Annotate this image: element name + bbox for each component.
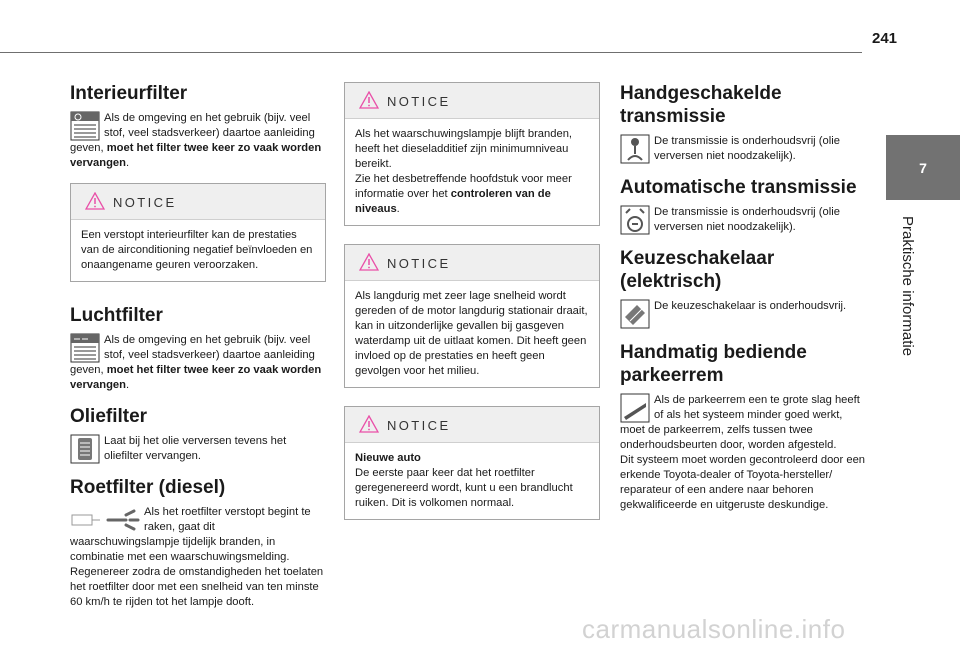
section-title: Automatische transmissie [620, 177, 857, 198]
warning-icon [359, 415, 379, 433]
section-text [620, 134, 870, 164]
section-interieurfilter [70, 82, 326, 171]
notice-line [355, 172, 591, 217]
section-title: Luchtfilter [70, 305, 163, 326]
notice-label: NOTICE [387, 94, 451, 109]
notice-line: Als het waarschuwingslampje blijft branden, heeft het dieseladditief zijn minimumniveau bereikt. [355, 128, 573, 170]
section-title: Handgeschakelde transmissie [620, 83, 782, 127]
oil-filter-icon [70, 434, 100, 464]
section-title: Keuzeschakelaar (elektrisch) [620, 248, 775, 292]
text-bold: controleren van de niveaus [355, 188, 551, 215]
text-part: Als het roetfilter verstopt begint te raken, gaat dit waarschuwingslampje tijdelijk branden, in combinatie met een waarschuwingsmelding. Regenereer zodra de omstandigheden het toelaten het roetfilter door met een snelheid van ten minste 60 km/h te rijden tot het lampje dooft. [70, 506, 324, 608]
section-automatische [620, 176, 870, 235]
text-part: De transmissie is onderhoudsvrij (olie verversen niet noodzakelijk). [654, 135, 840, 162]
cabin-filter-icon [70, 111, 100, 141]
text-part: De transmissie is onderhoudsvrij (olie verversen niet noodzakelijk). [654, 206, 840, 233]
section-text [70, 111, 326, 171]
gear-selector-icon [620, 299, 650, 329]
column-middle [344, 82, 600, 532]
notice-header [345, 407, 599, 443]
text-part: Als de omgeving en het gebruik (bijv. veel stof, veel stadsverkeer) daartoe aanleiding geven, [70, 112, 315, 154]
warning-icon [85, 192, 105, 210]
text-part: Als de parkeerrem een te grote slag heeft of als het systeem minder goed werkt, moet de parkeerrem, zelfs tussen twee onderhoudsbeurten door, worden afgesteld. [620, 394, 860, 451]
notice-box [344, 406, 600, 520]
warning-icon [359, 253, 379, 271]
section-title: Roetfilter (diesel) [70, 477, 226, 498]
section-title: Oliefilter [70, 406, 148, 427]
notice-text [345, 443, 599, 519]
section-text [620, 393, 870, 453]
text-part: . [125, 379, 130, 391]
notice-label: NOTICE [113, 195, 177, 210]
particle-filter-icon [70, 505, 140, 535]
text-part: . [396, 203, 400, 215]
section-text [620, 299, 870, 314]
notice-text [345, 119, 599, 225]
section-title: Handmatig bediende parkeerrem [620, 342, 807, 386]
notice-header [345, 83, 599, 119]
notice-line: De eerste paar keer dat het roetfilter geregenereerd wordt, kunt u een brandlucht ruiken. Dit is volkomen normaal. [355, 467, 573, 509]
warning-icon [359, 91, 379, 109]
parking-brake-icon [620, 393, 650, 423]
section-text [70, 434, 326, 464]
notice-box [70, 183, 326, 282]
page-number: 241 [872, 30, 898, 47]
manual-gearbox-icon [620, 134, 650, 164]
section-oliefilter [70, 405, 326, 464]
notice-text: Een verstopt interieurfilter kan de prestaties van de airconditioning negatief beïnvloeden en onaangename geuren veroorzaken. [81, 229, 313, 271]
air-filter-icon [70, 333, 100, 363]
text-part: De keuzeschakelaar is onderhoudsvrij. [654, 300, 847, 312]
watermark: carmanualsonline.info [582, 614, 846, 644]
column-left [70, 82, 326, 622]
chapter-title: Praktische informatie [899, 216, 916, 357]
section-keuzeschakelaar [620, 247, 870, 329]
notice-box [344, 82, 600, 226]
column-right [620, 82, 870, 525]
text-part: Als de omgeving en het gebruik (bijv. veel stof, veel stadsverkeer) daartoe aanleiding geven, [70, 334, 315, 376]
text-bold: moet het filter twee keer zo vaak worden vervangen [70, 364, 322, 391]
notice-label: NOTICE [387, 418, 451, 433]
header-rule [0, 52, 862, 53]
section-luchtfilter [70, 304, 326, 393]
section-parkeerrem [620, 341, 870, 513]
section-title: Interieurfilter [70, 83, 188, 104]
notice-box [344, 244, 600, 388]
section-text [70, 333, 326, 393]
notice-text: Als langdurig met zeer lage snelheid wordt gereden of de motor langdurig stationair draait, kan in uitzonderlijke gevallen bij gasgeven waterdamp uit de uitlaat komen. Dit heeft geen invloed op de prestaties en heeft geen gevolgen voor het milieu. [355, 290, 588, 377]
section-handgeschakelde [620, 82, 870, 164]
section-roetfilter [70, 476, 326, 610]
text-bold: moet het filter twee keer zo vaak worden vervangen [70, 142, 322, 169]
notice-label: NOTICE [387, 256, 451, 271]
automatic-gearbox-icon [620, 205, 650, 235]
chapter-tab[interactable]: 7 [886, 135, 960, 200]
section-text [70, 505, 326, 610]
text-part: . [125, 157, 130, 169]
text-part: Zie het desbetreffende hoofdstuk voor meer informatie over het [355, 173, 572, 200]
text-part: Laat bij het olie verversen tevens het oliefilter vervangen. [104, 435, 287, 462]
section-text [620, 205, 870, 235]
text-bold: Nieuwe auto [355, 452, 421, 464]
notice-header [345, 245, 599, 281]
section-text: Dit systeem moet worden gecontroleerd door een erkende Toyota-dealer of Toyota-hersteller/ reparateur of een andere naar behoren gekwalificeerde en uitgeruste deskundige. [620, 454, 866, 511]
notice-header [71, 184, 325, 220]
